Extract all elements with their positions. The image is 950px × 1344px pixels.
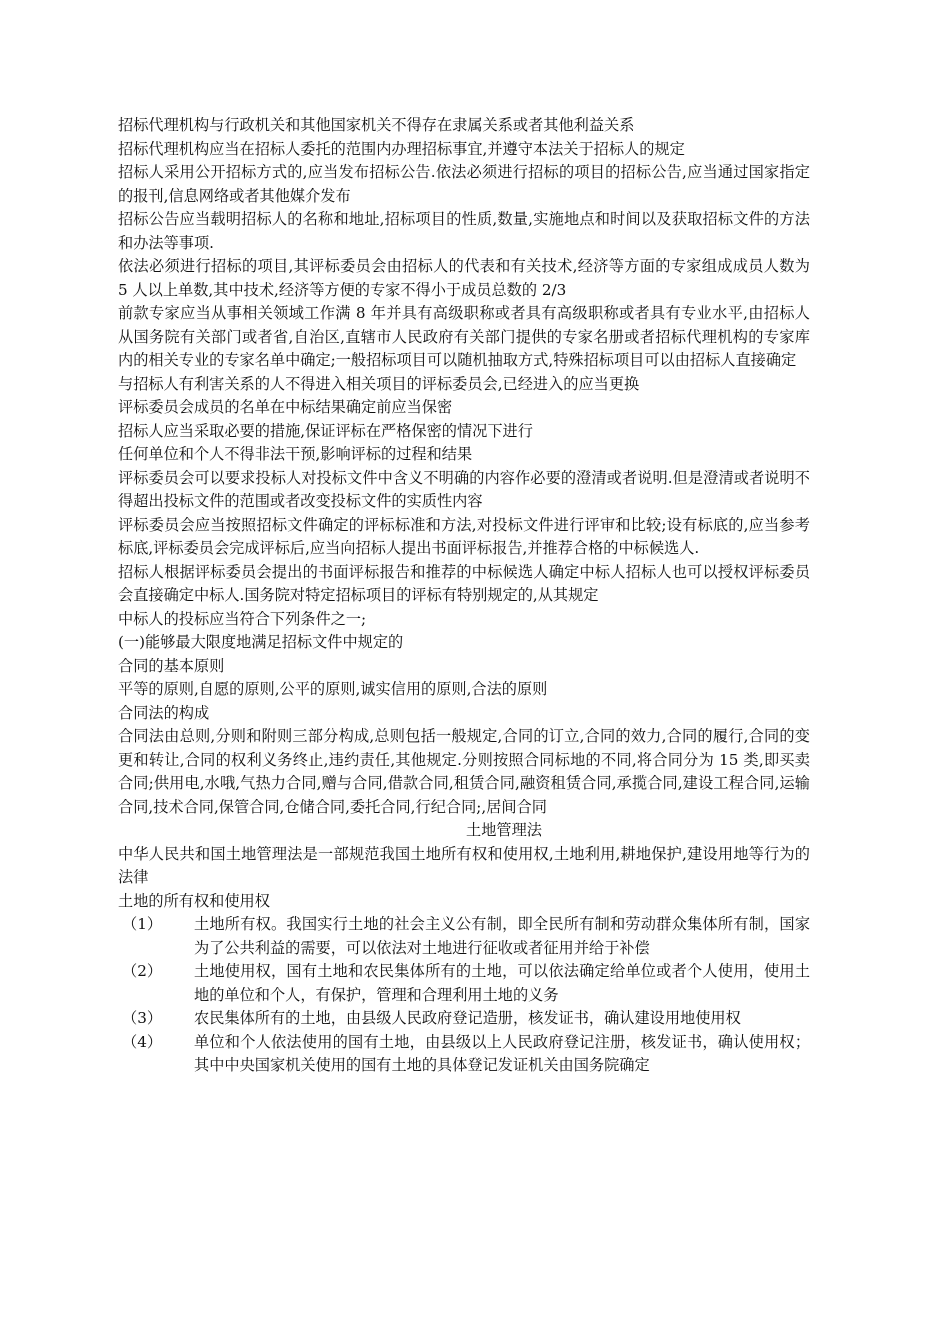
paragraph: 评标委员会应当按照招标文件确定的评标标准和方法,对投标文件进行评审和比较;设有标底的,应当参考标底,评标委员会完成评标后,应当向招标人提出书面评标报告,并推荐合格的中标候选人. — [118, 515, 810, 557]
list-item — [118, 1031, 810, 1078]
list-item-text: 土地所有权。我国实行土地的社会主义公有制，即全民所有制和劳动群众集体所有制，国家为了公共利益的需要，可以依法对土地进行征收或者征用并给于补偿 — [194, 915, 810, 957]
paragraph: (一)能够最大限度地满足招标文件中规定的 — [118, 633, 404, 651]
paragraph: 与招标人有利害关系的人不得进入相关项目的评标委员会,已经进入的应当更换 — [118, 374, 640, 393]
paragraph: 任何单位和个人不得非法干预,影响评标的过程和结果 — [118, 445, 473, 463]
list-item — [118, 913, 810, 960]
paragraph: 合同的基本原则 — [118, 656, 225, 675]
paragraph: 中标人的投标应当符合下列条件之一; — [118, 609, 367, 628]
paragraph: 招标代理机构应当在招标人委托的范围内办理招标事宜,并遵守本法关于招标人的规定 — [118, 139, 685, 158]
paragraph: 招标公告应当载明招标人的名称和地址,招标项目的性质,数量,实施地点和时间以及获取招标文件的方法和办法等事项. — [118, 210, 810, 252]
list-item — [118, 1007, 810, 1031]
document-page — [118, 114, 810, 1078]
section-title: 土地管理法 — [466, 821, 542, 839]
paragraph: 评标委员会可以要求投标人对投标文件中含义不明确的内容作必要的澄清或者说明.但是澄清或者说明不得超出投标文件的范围或者改变投标文件的实质性内容 — [118, 468, 810, 510]
paragraph: 平等的原则,自愿的原则,公平的原则,诚实信用的原则,合法的原则 — [118, 680, 548, 698]
paragraph: 合同法由总则,分则和附则三部分构成,总则包括一般规定,合同的订立,合同的效力,合同的履行,合同的变更和转让,合同的权利义务终止,违约责任,其他规定.分则按照合同标地的不同,将合同分为 15 类,即买卖合同;供用电,水哦,气热力合同,赠与合同,借款合同,租赁合同,融资租赁合同,承揽合同,建设工程合同,运输合同,技术合同,保管合同,仓储合同,委托合同,行纪合同;,居间合同 — [118, 727, 810, 816]
paragraph: 招标人应当采取必要的措施,保证评标在严格保密的情况下进行 — [118, 421, 533, 440]
list-item-number: （1） — [122, 915, 163, 933]
list-item-number: （3） — [122, 1009, 163, 1027]
list-item-text: 单位和个人依法使用的国有土地，由县级以上人民政府登记注册，核发证书，确认使用权；其中中央国家机关使用的国有土地的具体登记发证机关由国务院确定 — [194, 1032, 810, 1074]
paragraph: 招标代理机构与行政机关和其他国家机关不得存在隶属关系或者其他利益关系 — [118, 116, 635, 134]
paragraph: 评标委员会成员的名单在中标结果确定前应当保密 — [118, 398, 453, 416]
paragraph: 前款专家应当从事相关领域工作满 8 年并具有高级职称或者具有高级职称或者具有专业水平,由招标人从国务院有关部门或者省,自治区,直辖市人民政府有关部门提供的专家名册或者招标代理机构的专家库内的相关专业的专家名单中确定;一般招标项目可以随机抽取方式,特殊招标项目可以由招标人直接确定 — [118, 304, 810, 369]
list-item — [118, 960, 810, 1007]
paragraph: 招标人根据评标委员会提出的书面评标报告和推荐的中标候选人确定中标人招标人也可以授权评标委员会直接确定中标人.国务院对特定招标项目的评标有特别规定的,从其规定 — [118, 562, 810, 604]
list-item-text: 土地使用权，国有土地和农民集体所有的土地，可以依法确定给单位或者个人使用，使用土地的单位和个人，有保护，管理和合理利用土地的义务 — [194, 962, 810, 1004]
paragraph: 招标人采用公开招标方式的,应当发布招标公告.依法必须进行招标的项目的招标公告,应当通过国家指定的报刊,信息网络或者其他媒介发布 — [118, 163, 810, 205]
land-subtitle: 土地的所有权和使用权 — [118, 891, 270, 910]
list-item-text: 农民集体所有的土地，由县级人民政府登记造册，核发证书，确认建设用地使用权 — [194, 1009, 741, 1027]
list-item-number: （2） — [122, 962, 163, 980]
paragraph: 依法必须进行招标的项目,其评标委员会由招标人的代表和有关技术,经济等方面的专家组成成员人数为 5 人以上单数,其中技术,经济等方便的专家不得小于成员总数的 2/3 — [118, 257, 810, 299]
list-item-number: （4） — [122, 1032, 163, 1051]
land-intro: 中华人民共和国土地管理法是一部规范我国土地所有权和使用权,土地利用,耕地保护,建设用地等行为的法律 — [118, 844, 810, 886]
paragraph: 合同法的构成 — [118, 703, 210, 722]
